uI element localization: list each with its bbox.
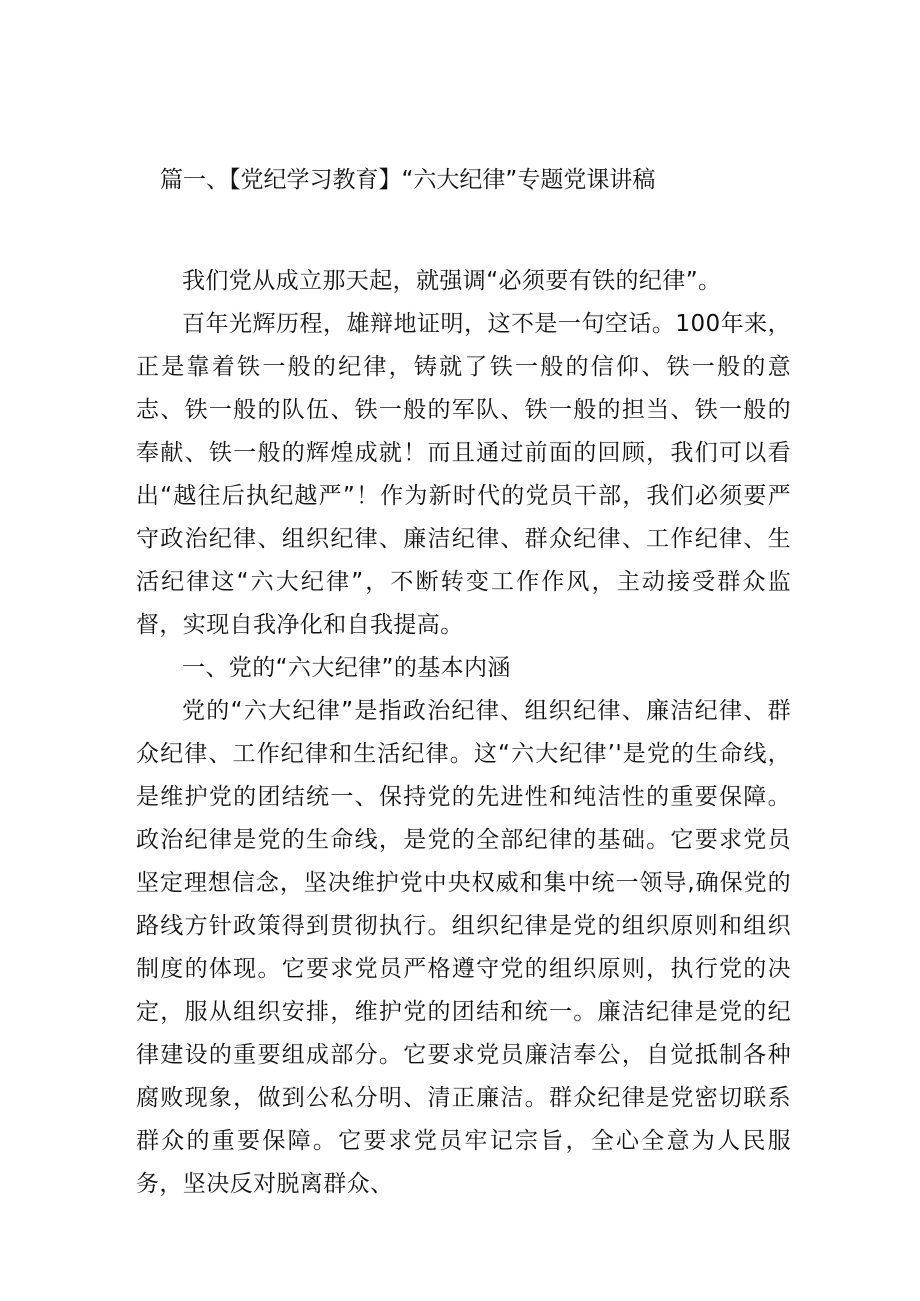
document-title: 篇一、【党纪学习教育】“六大纪律”专题党课讲稿 (160, 167, 656, 193)
paragraph-history: 百年光辉历程，雄辩地证明，这不是一句空话。100年来，正是靠着铁一般的纪律，铸就了铁一般的信仰、铁一般的意志、铁一般的队伍、铁一般的军队、铁一般的担当、铁一般的奉献、铁一般的辉煌成就！而且通过前面的回顾，我们可以看出“越往后执纪越严”！作为新时代的党员干部，我们必须要严守政治纪律、组织纪律、廉洁纪律、群众纪律、工作纪律、生活纪律这“六大纪律”，不断转变工作作风，主动接受群众监督，实现自我净化和自我提高。 (136, 311, 791, 638)
paragraph-intro: 我们党从成立那天起，就强调“必须要有铁的纪律”。 (182, 268, 722, 294)
document-body (136, 260, 791, 1206)
section-heading: 一、党的“六大纪律”的基本内涵 (182, 655, 511, 681)
paragraph-definition: 党的“六大纪律”是指政治纪律、组织纪律、廉洁纪律、群众纪律、工作纪律和生活纪律。这“六大纪律’'是党的生命线，是维护党的团结统一、保持党的先进性和纯洁性的重要保障。政治纪律是党的生命线，是党的全部纪律的基础。它要求党员坚定理想信念，坚决维护党中央权威和集中统一领导,确保党的路线方针政策得到贯彻执行。组织纪律是党的组织原则和组织制度的体现。它要求党员严格遵守党的组织原则，执行党的决定，服从组织安排，维护党的团结和统一。廉洁纪律是党的纪律建设的重要组成部分。它要求党员廉洁奉公，自觉抵制各种腐败现象，做到公私分明、清正廉洁。群众纪律是党密切联系群众的重要保障。它要求党员牢记宗旨，全心全意为人民服务，坚决反对脱离群众、 (136, 698, 791, 1197)
